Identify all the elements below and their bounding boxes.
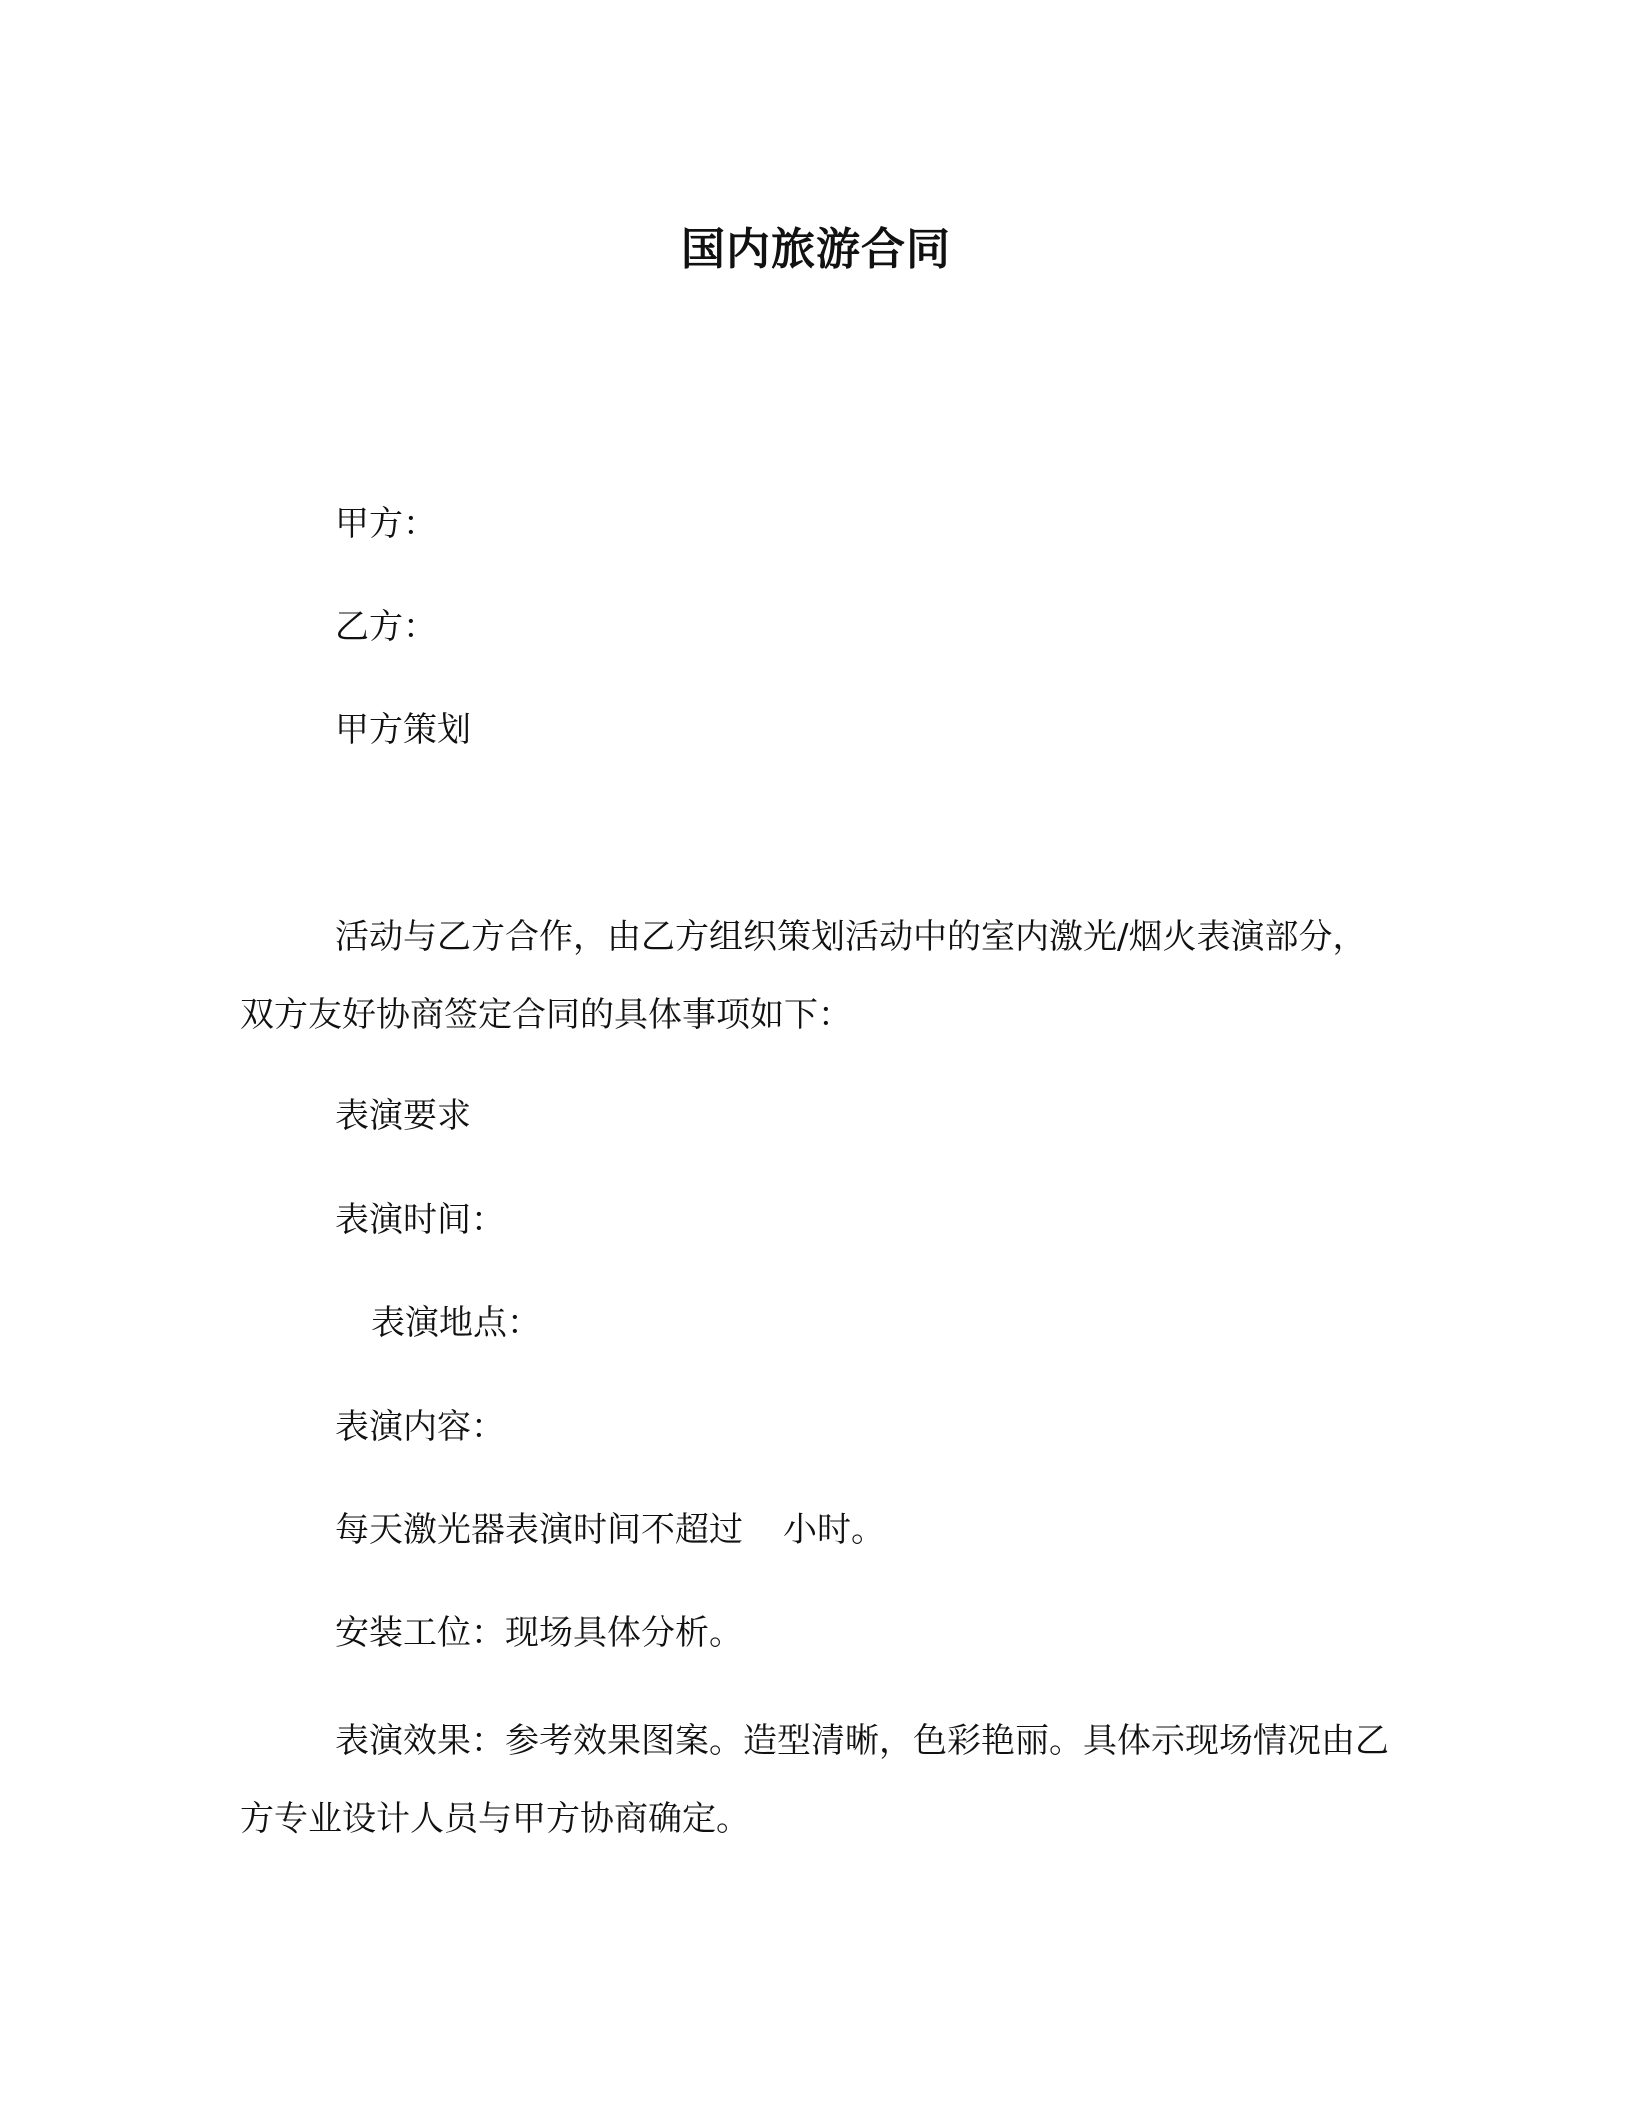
daily-laser-limit-text: 每天激光器表演时间不超过 (335, 1510, 743, 1550)
performance-location-label: 表演地点： (371, 1303, 541, 1343)
performance-time-label: 表演时间： (335, 1200, 505, 1240)
party-a-plan-text: 甲方策划 (335, 710, 471, 750)
daily-laser-limit-line (335, 1508, 885, 1552)
performance-content-label: 表演内容： (335, 1407, 505, 1447)
performance-requirements-heading: 表演要求 (335, 1096, 471, 1136)
daily-laser-limit-unit: 小时。 (783, 1510, 885, 1550)
intro-paragraph: 活动与乙方合作，由乙方组织策划活动中的室内激光/烟火表演部分，双方友好协商签定合同的具体事项如下： (240, 917, 1367, 1035)
performance-effect-paragraph: 表演效果：参考效果图案。造型清晰，色彩艳丽。具体示现场情况由乙方专业设计人员与甲方协商确定。 (240, 1721, 1389, 1839)
document-title: 国内旅游合同 (681, 224, 951, 275)
party-b-label: 乙方： (335, 607, 437, 647)
installation-position-text: 安装工位：现场具体分析。 (335, 1613, 743, 1653)
party-a-label: 甲方： (335, 504, 437, 544)
